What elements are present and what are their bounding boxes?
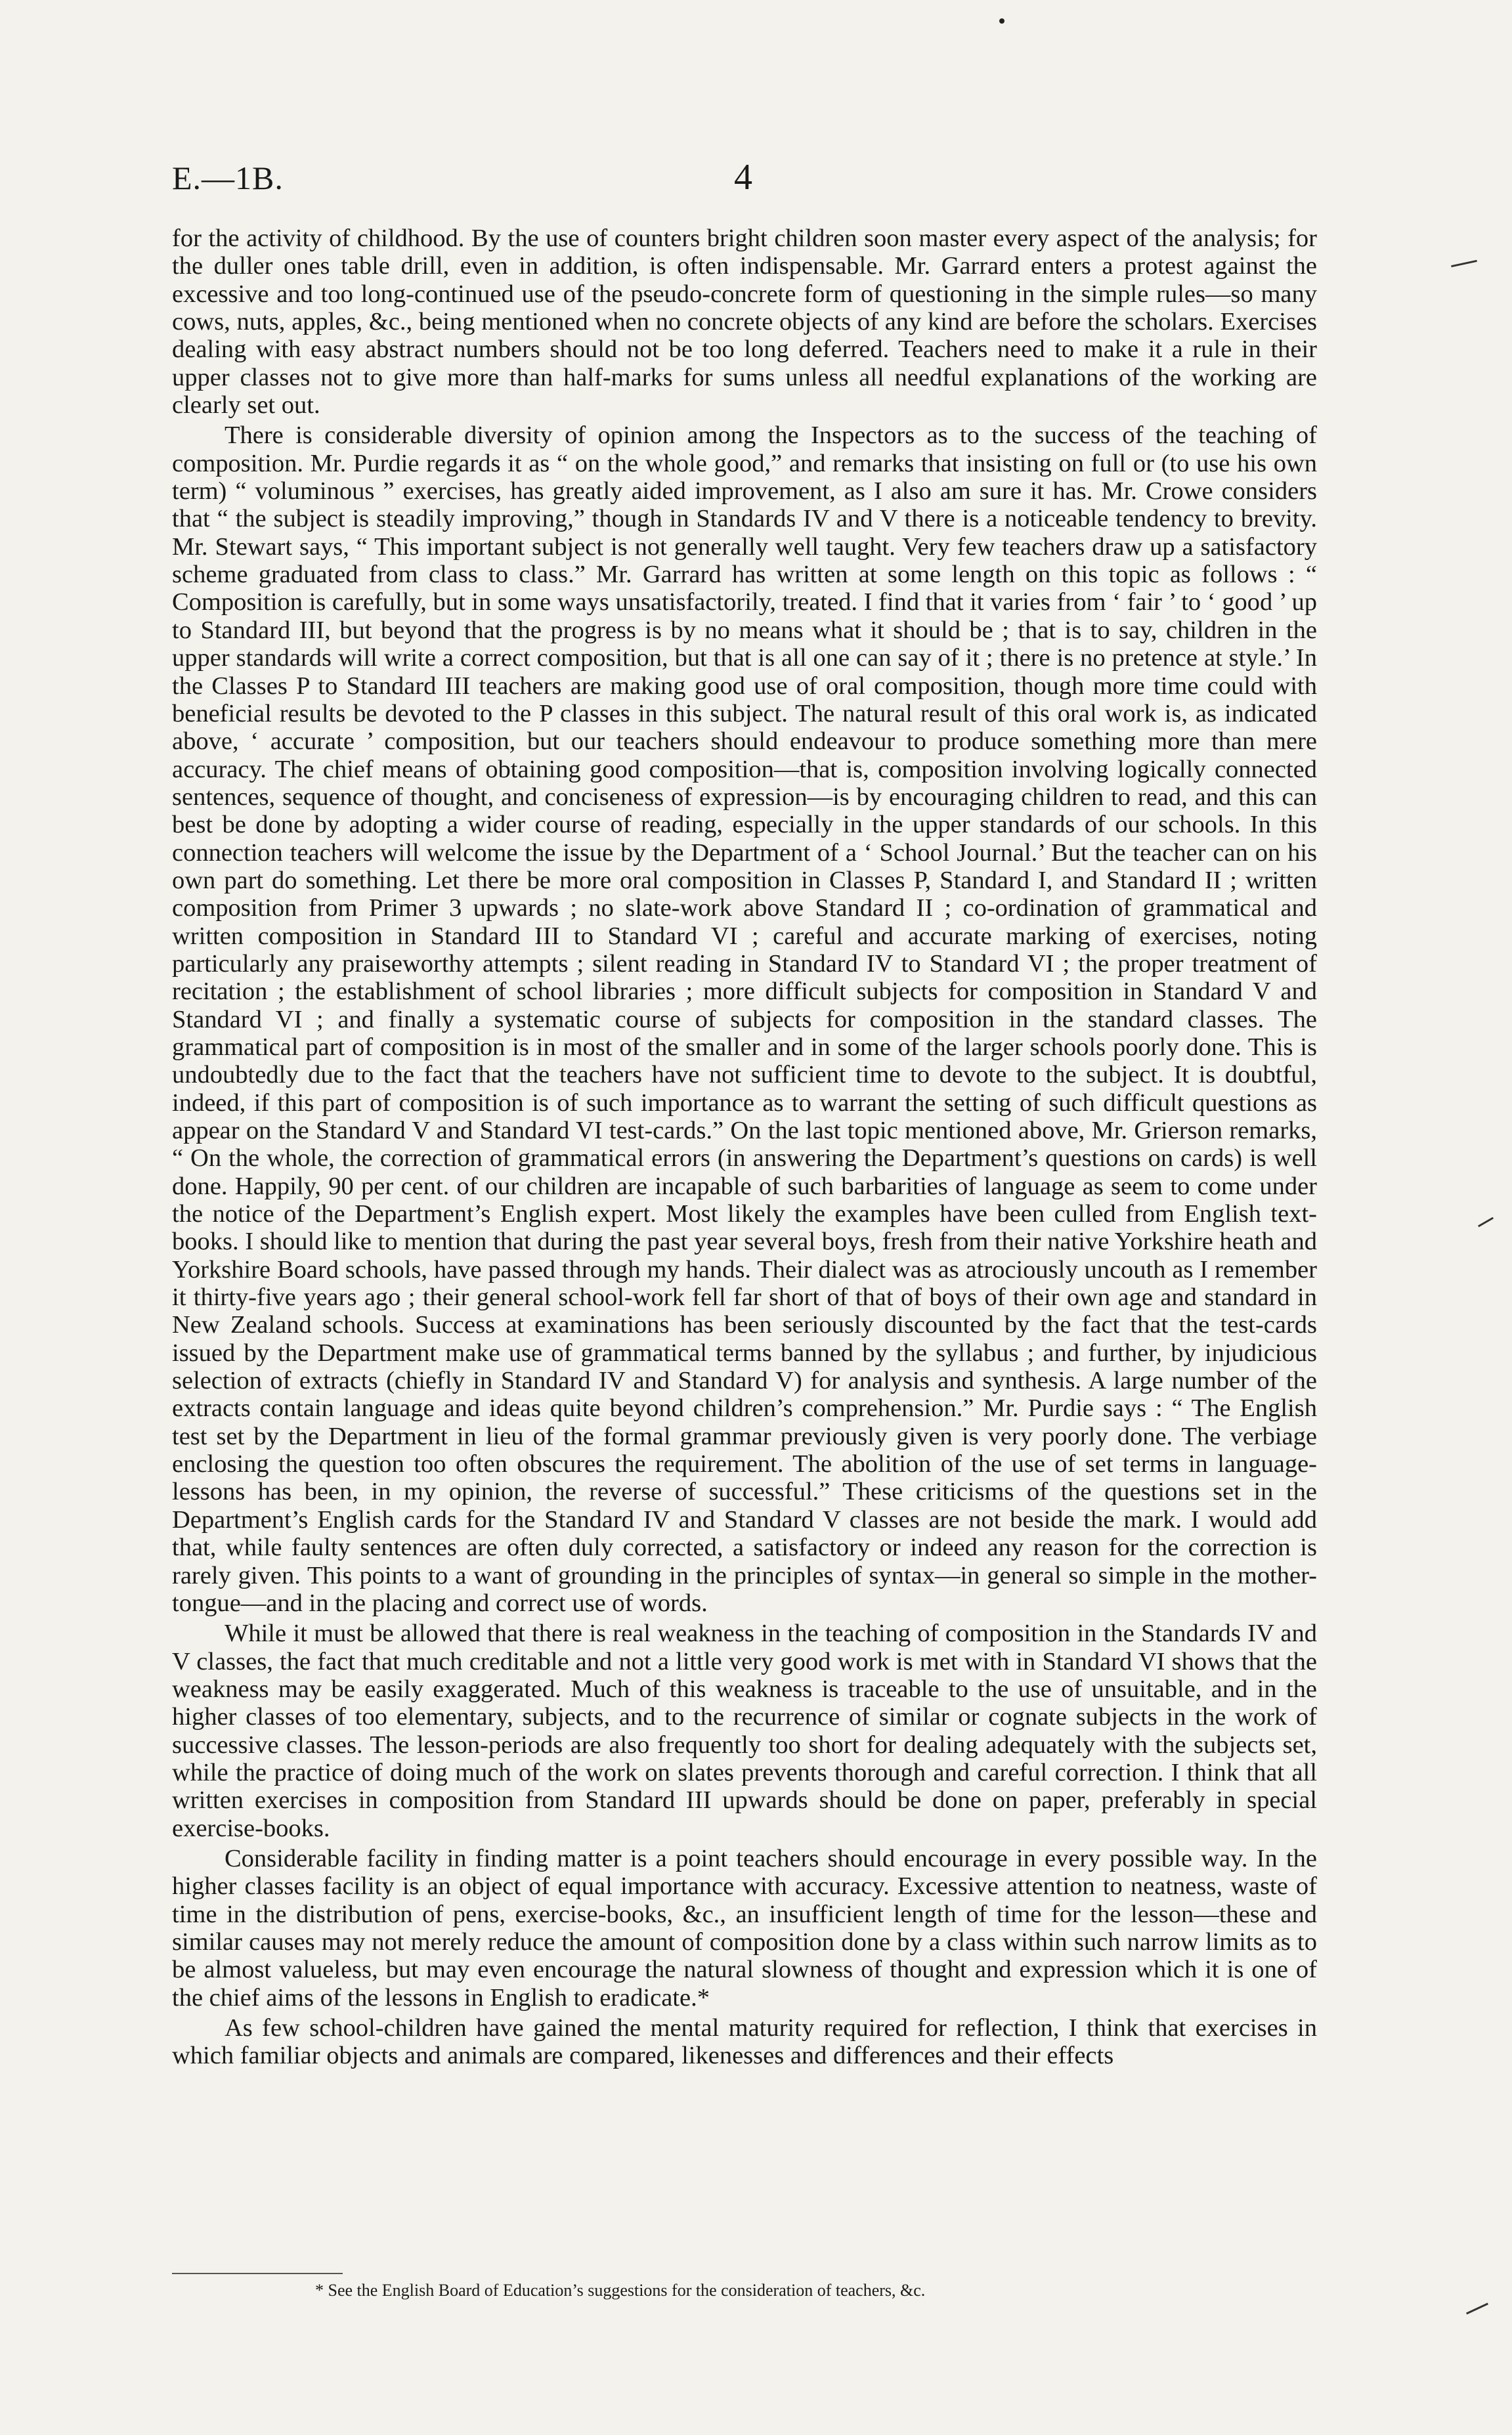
page-number: 4 [734,157,752,198]
paragraph: While it must be allowed that there is real weakness in the teaching of composition in the Standards IV and V classes, the fact that much creditable and not a little very good work is met with in Standard VI shows that the weakness may be easily exaggerated. Much of this weakness is traceable to the use of unsuitable, and in the higher classes of too elementary, subjects, and to the recurrence of similar or cognate subjects in the work of successive classes. The lesson-periods are also frequently too short for dealing adequately with the subjects set, while the practice of doing much of the work on slates prevents thorough and careful correction. I think that all written exercises in composition from Standard III upwards should be done on paper, preferably in special exercise-books. [172,1620,1317,1842]
margin-mark [1478,1217,1494,1228]
document-reference: E.—1B. [172,160,284,196]
body-text [172,225,1317,2073]
paragraph: for the activity of childhood. By the use of counters bright children soon master every aspect of the analysis; for the duller ones table drill, even in addition, is often indispensable. Mr. Garrard enters a protest against the excessive and too long-continued use of the pseudo-concrete form of questioning in the simple rules—so many cows, nuts, apples, &c., being mentioned when no concrete objects of any kind are before the scholars. Exercises dealing with easy abstract numbers should not be too long deferred. Teachers need to make it a rule in their upper classes not to give more than half-marks for sums unless all needful explanations of the working are clearly set out. [172,225,1317,420]
paragraph: There is considerable diversity of opinion among the Inspectors as to the success of the teaching of composition. Mr. Purdie regards it as “ on the whole good,” and remarks that insisting on full or (to use his own term) “ voluminous ” exercises, has greatly aided improvement, as I also am sure it has. Mr. Crowe considers that “ the subject is steadily improving,” though in Standards IV and V there is a noticeable tendency to brevity. Mr. Stewart says, “ This important subject is not generally well taught. Very few teachers draw up a satisfactory scheme graduated from class to class.” Mr. Garrard has written at some length on this topic as follows : “ Composition is carefully, but in some ways unsatisfactorily, treated. I find that it varies from ‘ fair ’ to ‘ good ’ up to Standard III, but beyond that the progress is by no means what it should be ; that is to say, children in the upper standards will write a correct composition, but that is all one can say of it ; there is no pretence at style.’ In the Classes P to Standard III teachers are making good use of oral composition, though more time could with beneficial results be devoted to the P classes in this subject. The natural result of this oral work is, as indicated above, ‘ accurate ’ composition, but our teachers should endeavour to produce something more than mere accuracy. The chief means of obtaining good composition—that is, composition involving logically connected sentences, sequence of thought, and conciseness of expression—is by encouraging children to read, and this can best be done by adopting a wider course of reading, especially in the upper standards of our schools. In this connection teachers will welcome the issue by the Department of a ‘ School Journal.’ But the teacher can on his own part do something. Let there be more oral composition in Classes P, Standard I, and Standard II ; written composition from Primer 3 upwards ; no slate-work above Standard II ; co-ordination of grammatical and written composition in Standard III to Standard VI ; careful and accurate marking of exercises, noting particularly any praiseworthy attempts ; silent reading in Standard IV to Standard VI ; the proper treatment of recitation ; the establishment of school libraries ; more difficult subjects for composition in Standard V and Standard VI ; and finally a systematic course of subjects for composition in the standard classes. The grammatical part of composition is in most of the smaller and in some of the larger schools poorly done. This is undoubtedly due to the fact that the teachers have not sufficient time to devote to the subject. It is doubtful, indeed, if this part of composition is of such importance as to warrant the setting of such difficult questions as appear on the Standard V and Standard VI test-cards.” On the last topic mentioned above, Mr. Grierson remarks, “ On the whole, the correction of grammatical errors (in answering the Department’s questions on cards) is well done. Happily, 90 per cent. of our children are incapable of such barbarities of language as seem to come under the notice of the Department’s English expert. Most likely the examples have been culled from English text-books. I should like to mention that during the past year several boys, fresh from their native Yorkshire heath and Yorkshire Board schools, have passed through my hands. Their dialect was as atrociously uncouth as I remember it thirty-five years ago ; their general school-work fell far short of that of boys of their own age and standard in New Zealand schools. Success at examinations has been seriously discounted by the fact that the test-cards issued by the Department make use of grammatical terms banned by the syllabus ; and further, by injudicious selection of extracts (chiefly in Standard IV and Standard V) for analysis and synthesis. A large number of the extracts contain language and ideas quite beyond children’s comprehension.” Mr. Purdie says : “ The English test set by the Department in lieu of the formal grammar previously given is very poorly done. The verbiage enclosing the question too often obscures the requirement. The abolition of the use of set terms in language-lessons has been, in my opinion, the reverse of successful.” These criticisms of the questions set in the Department’s English cards for the Standard IV and Standard V classes are not beside the mark. I would add that, while faulty sentences are often duly corrected, a satisfactory or indeed any reason for the correction is rarely given. This points to a want of grounding in the principles of syntax—in general so simple in the mother-tongue—and in the placing and correct use of words. [172,421,1317,1617]
paragraph: As few school-children have gained the mental maturity required for reflection, I think that exercises in which familiar objects and animals are compared, likenesses and differences and their effects [172,2014,1317,2070]
printer-mark [999,18,1004,24]
paragraph: Considerable facility in finding matter is a point teachers should encourage in every possible way. In the higher classes facility is an object of equal importance with accuracy. Excessive attention to neatness, waste of time in the distribution of pens, exercise-books, &c., an insufficient length of time for the lesson—these and similar causes may not merely reduce the amount of composition done by a class within such narrow limits as to be almost valueless, but may even encourage the natural slowness of thought and expression which it is one of the chief aims of the lessons in English to eradicate.* [172,1844,1317,2012]
margin-mark [1451,260,1477,267]
footnote: * See the English Board of Education’s suggestions for the consideration of teachers, &c. [315,2281,926,2300]
footnote-divider [172,2273,343,2274]
margin-mark [1466,2303,1488,2315]
